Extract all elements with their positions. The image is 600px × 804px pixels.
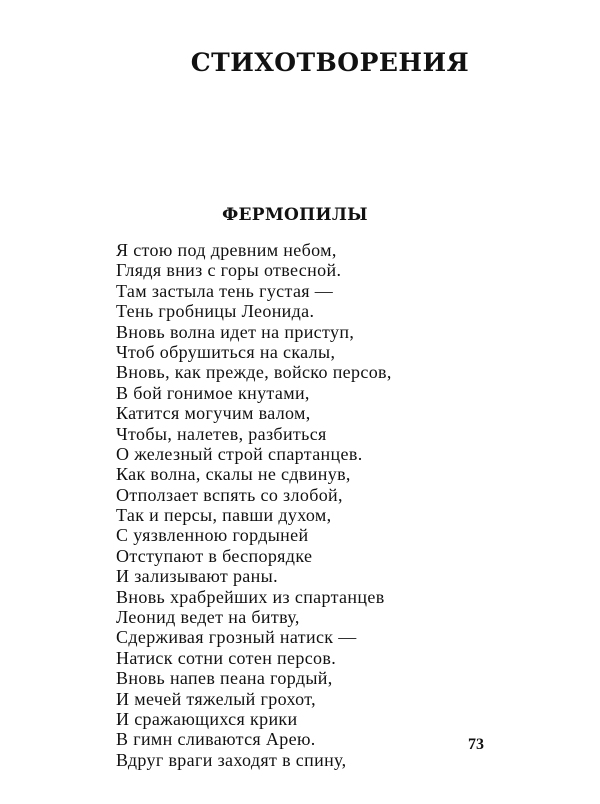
- poem-line: Отползает вспять со злобой,: [116, 484, 343, 505]
- poem-title: ФЕРМОПИЛЫ: [222, 205, 368, 225]
- poem-line: Вновь, как прежде, войско персов,: [116, 362, 392, 383]
- section-title: СТИХОТВОРЕНИЯ: [190, 48, 470, 77]
- poem-line: Леонид ведет на битву,: [116, 607, 300, 628]
- poem-line: Там застыла тень густая —: [116, 280, 334, 301]
- poem-line: Чтобы, налетев, разбиться: [116, 423, 327, 444]
- poem-line: С уязвленною гордыней: [116, 525, 309, 546]
- poem-line: Вновь храбрейших из спартанцев: [116, 586, 385, 607]
- poem-line: Вдруг враги заходят в спину,: [116, 749, 347, 770]
- poem-line: Чтоб обрушиться на скалы,: [116, 341, 336, 362]
- poem-line: И мечей тяжелый грохот,: [116, 688, 316, 709]
- poem-line: Отступают в беспорядке: [116, 545, 313, 566]
- poem-line: Сдерживая грозный натиск —: [116, 627, 357, 648]
- poem-line: Натиск сотни сотен персов.: [116, 647, 337, 668]
- poem-line: И сражающихся крики: [116, 708, 298, 729]
- poem-line: В бой гонимое кнутами,: [116, 382, 310, 403]
- poem-line: О железный строй спартанцев.: [116, 443, 363, 464]
- poem-line: Катится могучим валом,: [116, 403, 311, 424]
- poem-line: Так и персы, павши духом,: [116, 505, 332, 526]
- poem-line: Как волна, скалы не сдвинув,: [116, 464, 351, 485]
- poem-text: [116, 240, 392, 770]
- poem-line: Вновь напев пеана гордый,: [116, 668, 333, 689]
- poem-line: Глядя вниз с горы отвесной.: [116, 260, 342, 281]
- poem-line: И зализывают раны.: [116, 566, 278, 587]
- page-number: 73: [468, 736, 484, 753]
- poem-line: Вновь волна идет на приступ,: [116, 321, 355, 342]
- poem-line: В гимн сливаются Арею.: [116, 729, 316, 750]
- poem-line: Тень гробницы Леонида.: [116, 301, 315, 322]
- poem-line: Я стою под древним небом,: [116, 240, 337, 260]
